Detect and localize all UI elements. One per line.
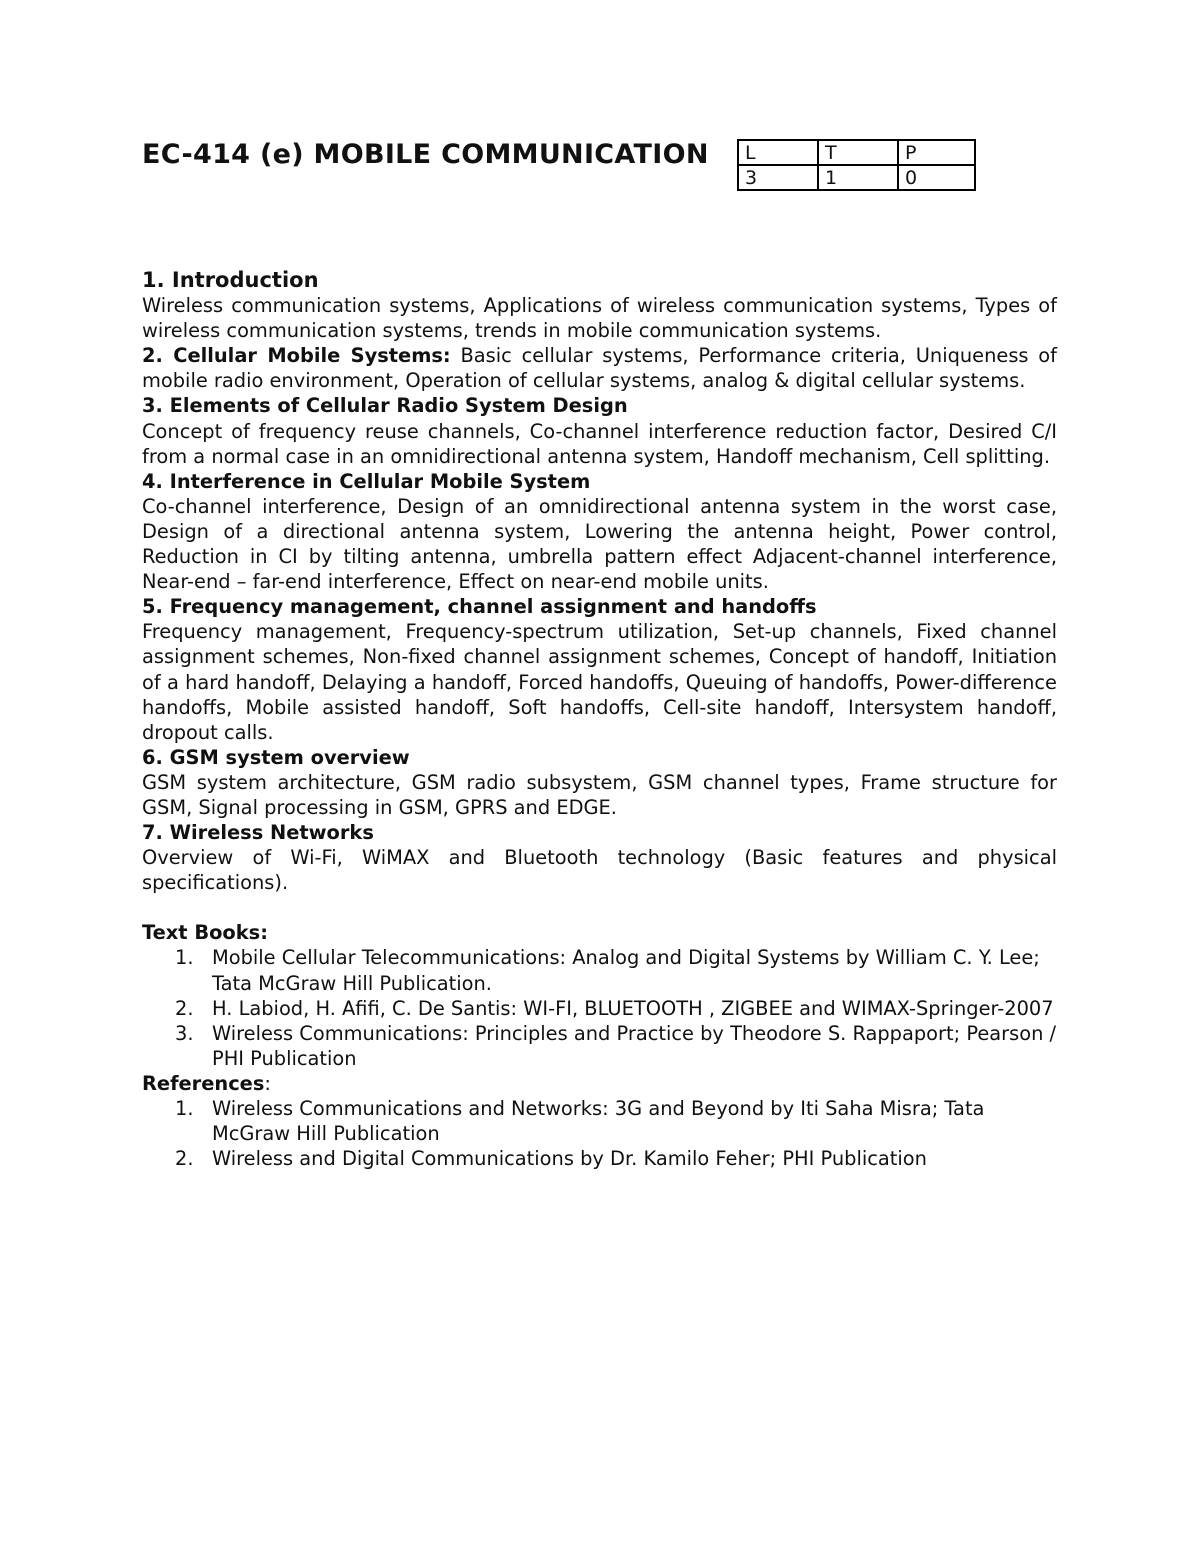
section-body-interference: Co-channel interference, Design of an omnidirectional antenna system in the worst case, Design of a directional antenna system, Lowering the antenna height, Power control, Reduction in CI by tilting antenna, umbrella pattern effect Adjacent-channel interference, Near-end – far-end interference, Effect on near-end mobile units. bbox=[142, 494, 1057, 594]
section-heading-wireless-networks: 7. Wireless Networks bbox=[142, 821, 374, 845]
ltp-header-t: T bbox=[818, 140, 898, 165]
references-heading-colon: : bbox=[264, 1071, 271, 1095]
section-heading-cellular-mobile-systems: 2. Cellular Mobile Systems: bbox=[142, 344, 451, 368]
ltp-value-t: 1 bbox=[818, 165, 898, 190]
ltp-header-p: P bbox=[898, 140, 975, 165]
list-item bbox=[142, 945, 1057, 995]
list-item bbox=[142, 996, 1057, 1021]
section-body-gsm-overview: GSM system architecture, GSM radio subsystem, GSM channel types, Frame structure for GSM, Signal processing in GSM, GPRS and EDGE. bbox=[142, 770, 1057, 819]
section-heading-interference: 4. Interference in Cellular Mobile System bbox=[142, 469, 591, 493]
ltp-header-row bbox=[738, 140, 975, 165]
ltp-table bbox=[737, 139, 976, 191]
list-item-text: Wireless Communications and Networks: 3G and Beyond by Iti Saha Misra; Tata McGraw Hill Publication bbox=[212, 1097, 985, 1146]
section-spacer bbox=[142, 895, 1057, 920]
list-item-number: 1. bbox=[175, 946, 194, 970]
list-item-number: 3. bbox=[175, 1021, 194, 1045]
list-item-number: 2. bbox=[175, 1147, 194, 1171]
section-heading-frequency-management: 5. Frequency management, channel assignment and handoffs bbox=[142, 595, 817, 619]
section-body-introduction: Wireless communication systems, Applications of wireless communication systems, Types of wireless communication systems, trends in mobile communication systems. bbox=[142, 294, 1057, 343]
ltp-value-row bbox=[738, 165, 975, 190]
list-item-text: Mobile Cellular Telecommunications: Analog and Digital Systems by William C. Y. Lee; Tata McGraw Hill Publication. bbox=[212, 946, 1040, 995]
list-item bbox=[142, 1146, 1057, 1171]
list-item-text: Wireless Communications: Principles and Practice by Theodore S. Rappaport; Pearson / PHI Publication bbox=[212, 1021, 1057, 1070]
list-item bbox=[142, 1021, 1057, 1071]
section-heading-gsm-overview: 6. GSM system overview bbox=[142, 745, 410, 769]
text-books-heading: Text Books: bbox=[142, 921, 268, 945]
section-cellular-mobile-systems bbox=[142, 343, 1057, 393]
section-body-elements-design: Concept of frequency reuse channels, Co-channel interference reduction factor, Desired C/I from a normal case in an omnidirectional antenna system, Handoff mechanism, Cell splitting. bbox=[142, 419, 1057, 468]
references-heading: References bbox=[142, 1071, 265, 1095]
syllabus-content bbox=[142, 268, 1057, 1171]
list-item-text: Wireless and Digital Communications by Dr. Kamilo Feher; PHI Publication bbox=[212, 1147, 927, 1171]
section-body-frequency-management: Frequency management, Frequency-spectrum utilization, Set-up channels, Fixed channel assignment schemes, Non-fixed channel assignment schemes, Concept of handoff, Initiation of a hard handoff, Delaying a handoff, Forced handoffs, Queuing of handoffs, Power-difference handoffs, Mobile assisted handoff, Soft handoffs, Cell-site handoff, Intersystem handoff, dropout calls. bbox=[142, 620, 1057, 744]
section-body-cellular-mobile-systems: Basic cellular systems, Performance criteria, Uniqueness of mobile radio environment, Operation of cellular systems, analog & digital cellular systems. bbox=[142, 344, 1057, 393]
ltp-value-l: 3 bbox=[738, 165, 818, 190]
list-item-number: 2. bbox=[175, 996, 194, 1020]
references-list bbox=[142, 1096, 1057, 1171]
section-body-wireless-networks: Overview of Wi-Fi, WiMAX and Bluetooth technology (Basic features and physical specifications). bbox=[142, 846, 1057, 895]
ltp-header-l: L bbox=[738, 140, 818, 165]
list-item-text: H. Labiod, H. Afifi, C. De Santis: WI-FI, BLUETOOTH , ZIGBEE and WIMAX-Springer-2007 bbox=[212, 996, 1054, 1020]
references-heading-line bbox=[142, 1071, 1057, 1096]
list-item bbox=[142, 1096, 1057, 1146]
ltp-value-p: 0 bbox=[898, 165, 975, 190]
section-heading-introduction: 1. Introduction bbox=[142, 268, 319, 292]
section-heading-elements-design: 3. Elements of Cellular Radio System Design bbox=[142, 394, 628, 418]
text-books-list bbox=[142, 945, 1057, 1070]
list-item-number: 1. bbox=[175, 1097, 194, 1120]
page-title: EC-414 (e) MOBILE COMMUNICATION bbox=[142, 139, 709, 170]
